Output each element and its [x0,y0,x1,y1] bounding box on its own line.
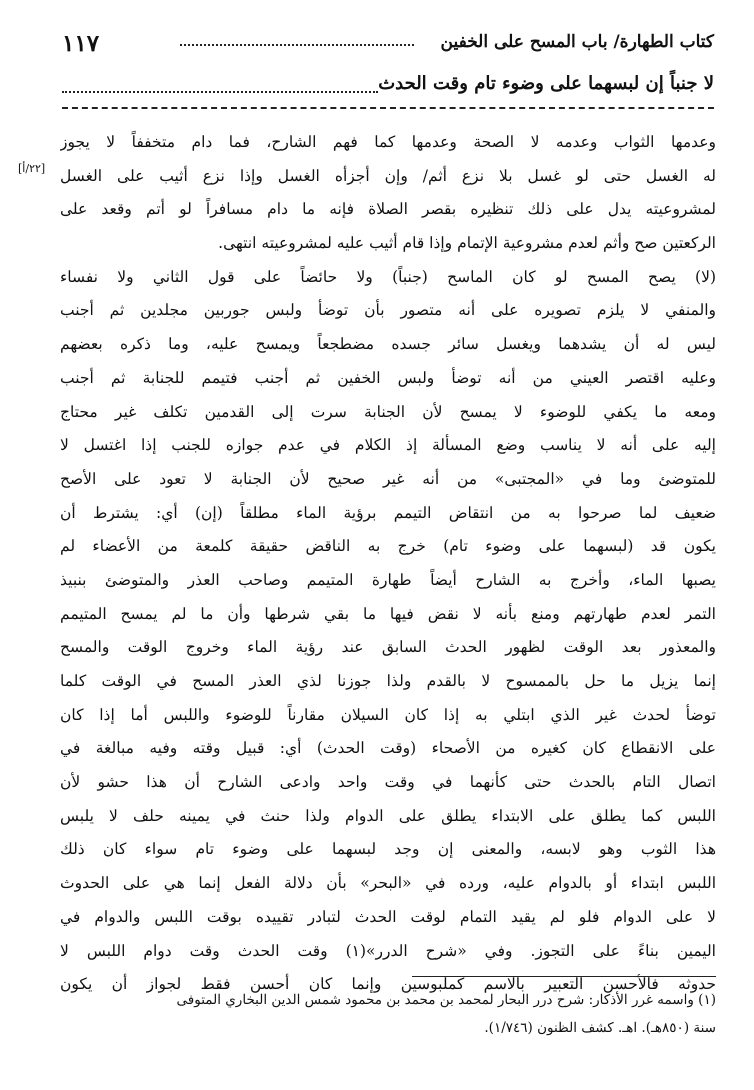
body-line: لا على الدوام فلو لم يقيد التمام لوقت الحدث لتبادر تقييده بوقت اللبس والدوام في [60,907,716,926]
body-line: توضأ لحدث غير الذي ابتلي به إذا كان السيلان مقارناً للوضوء واللبس أما إذا كان [60,705,716,724]
body-line: يصبها الماء، وأخرج به الشارح أيضاً طهارة المتيمم وصاحب العذر والمتوضئ بنبيذ [60,570,716,589]
body-line: اللبس ابتداء أو بالدوام عليه، ورده في «البحر» بأن دلالة الفعل إنما هي على الحدوث [60,874,716,893]
body-line: وعليه اقتصر العيني من أنه توضأ ولبس الخفين ثم أجنب فتيمم للجنابة ثم أجنب [60,368,716,387]
body-line: (لا) يصح المسح لو كان الماسح (جنباً) ولا حائضاً على قول الثاني ولا نفساء [60,267,716,286]
body-line: وعدمها الثواب وعدمه لا الصحة وعدمها كما فهم الشارح، فما دام متخففاً لا يجوز [60,133,716,151]
manuscript-folio-ref: [٢٢/أ] [18,162,46,175]
body-line: له الغسل حتى لو غسل بلا نزع أثم/ وإن أجزأه الغسل وإذا نزع أثيب على الغسل [60,166,716,185]
body-line: اللبس كما يطلق على الابتداء يطلق على الدوام ولذا حنث في يمينه حلف لا يلبس [60,806,716,825]
commentary-body [60,126,716,1002]
body-line: يكون قد (لبسهما على وضوء تام) خرج به الناقض حقيقة كلمعة من الأعضاء لم [60,537,716,556]
body-line: إنما يزيل ما حل بالممسوح لا بالقدم ولذا جوزنا لذي العذر المسح في الوقت كلما [60,672,716,690]
page-header [62,30,714,60]
body-line: هذا الثوب وهو لابسه، والمعنى إن وجد لبسهما على وضوء تام سواء كان ذلك [60,840,716,859]
matn-heading-row [62,73,714,103]
running-title: كتاب الطهارة/ باب المسح على الخفين [440,32,714,52]
body-line: للمتوضئ وما في «المجتبى» من أنه غير صحيح لأن الجنابة لا تعود على الأصح [60,469,716,488]
body-line: اتصال التام بالحدث حتى كأنهما في وقت واحد وادعى الشارح أن هذا حشو لأن [60,773,716,792]
page-number: ١١٧ [62,30,100,57]
footnotes [60,986,716,1042]
body-line: ضعيف لما صرحوا به من انتقاض التيمم برؤية الماء مطلقاً (إن) أي: يشترط أن [60,503,716,522]
matn-dotted-leader [62,91,378,93]
dashed-separator [62,107,714,109]
body-line: حدوثه فالأحسن التعبير بالاسم كملبوسين وإنما كان أحسن فقط لجواز أن يكون [60,975,716,994]
body-line: على الانقطاع كان كغيره من الأصحاء (وقت الحدث) أي: قبيل وقته وفيه مبالغة في [60,739,716,758]
body-line: والمنفي لا يلزم تصويره على أنه متصور بأن توضأ ولبس جوربين مجلدين ثم أجنب [60,301,716,320]
body-line: والمعذور بعد الوقت لظهور الحدث السابق عند رؤية الماء وخروج الوقت والمسح [60,638,716,657]
body-line: اليمين بناءً على التجوز. وفي «شرح الدرر»(١) وقت الحدث وقت دوام اللبس لا [60,941,716,960]
body-line: ومعه ما يكفي للوضوء لا يمسح لأن الجنابة سرت إلى القدمين تكلف غير محتاج [60,402,716,421]
body-line: إليه على أنه لا يناسب وضع المسألة إذ الكلام في عدم جوازه للجنب إذا اغتسل لا [60,436,716,455]
footnote-line: سنة (٨٥٠هـ). اهـ. كشف الظنون (١/٧٤٦). [484,1020,716,1036]
header-dotted-leader [180,44,414,46]
footnote-line: (١) واسمه غرر الأذكار: شرح درر البحار لمحمد بن محمد بن محمود شمس الدين البخاري المتوفى [176,992,716,1008]
matn-heading: لا جنباً إن لبسهما على وضوء تام وقت الحدث [378,73,714,94]
body-line: لمشروعيته يدل على ذلك تنظيره بقصر الصلاة فإنه ما دام مسافراً لو أتم وقعد على [60,200,716,219]
footnote-rule [412,976,716,977]
body-line: ليس له أن يشدهما ويغسل سائر جسده مضطجعاً ويمسح عليه، وما ذكره بعضهم [60,335,716,354]
body-line: الركعتين صح وأثم لعدم مشروعية الإتمام وإذا قام أثيب عليه لمشروعيته انتهى. [218,234,716,253]
body-line: التمر لعدم طهارتهم ومنع بأنه لا نقض فيها ما بقي شرطها وأن ما لم يمسح المتيمم [60,604,716,623]
